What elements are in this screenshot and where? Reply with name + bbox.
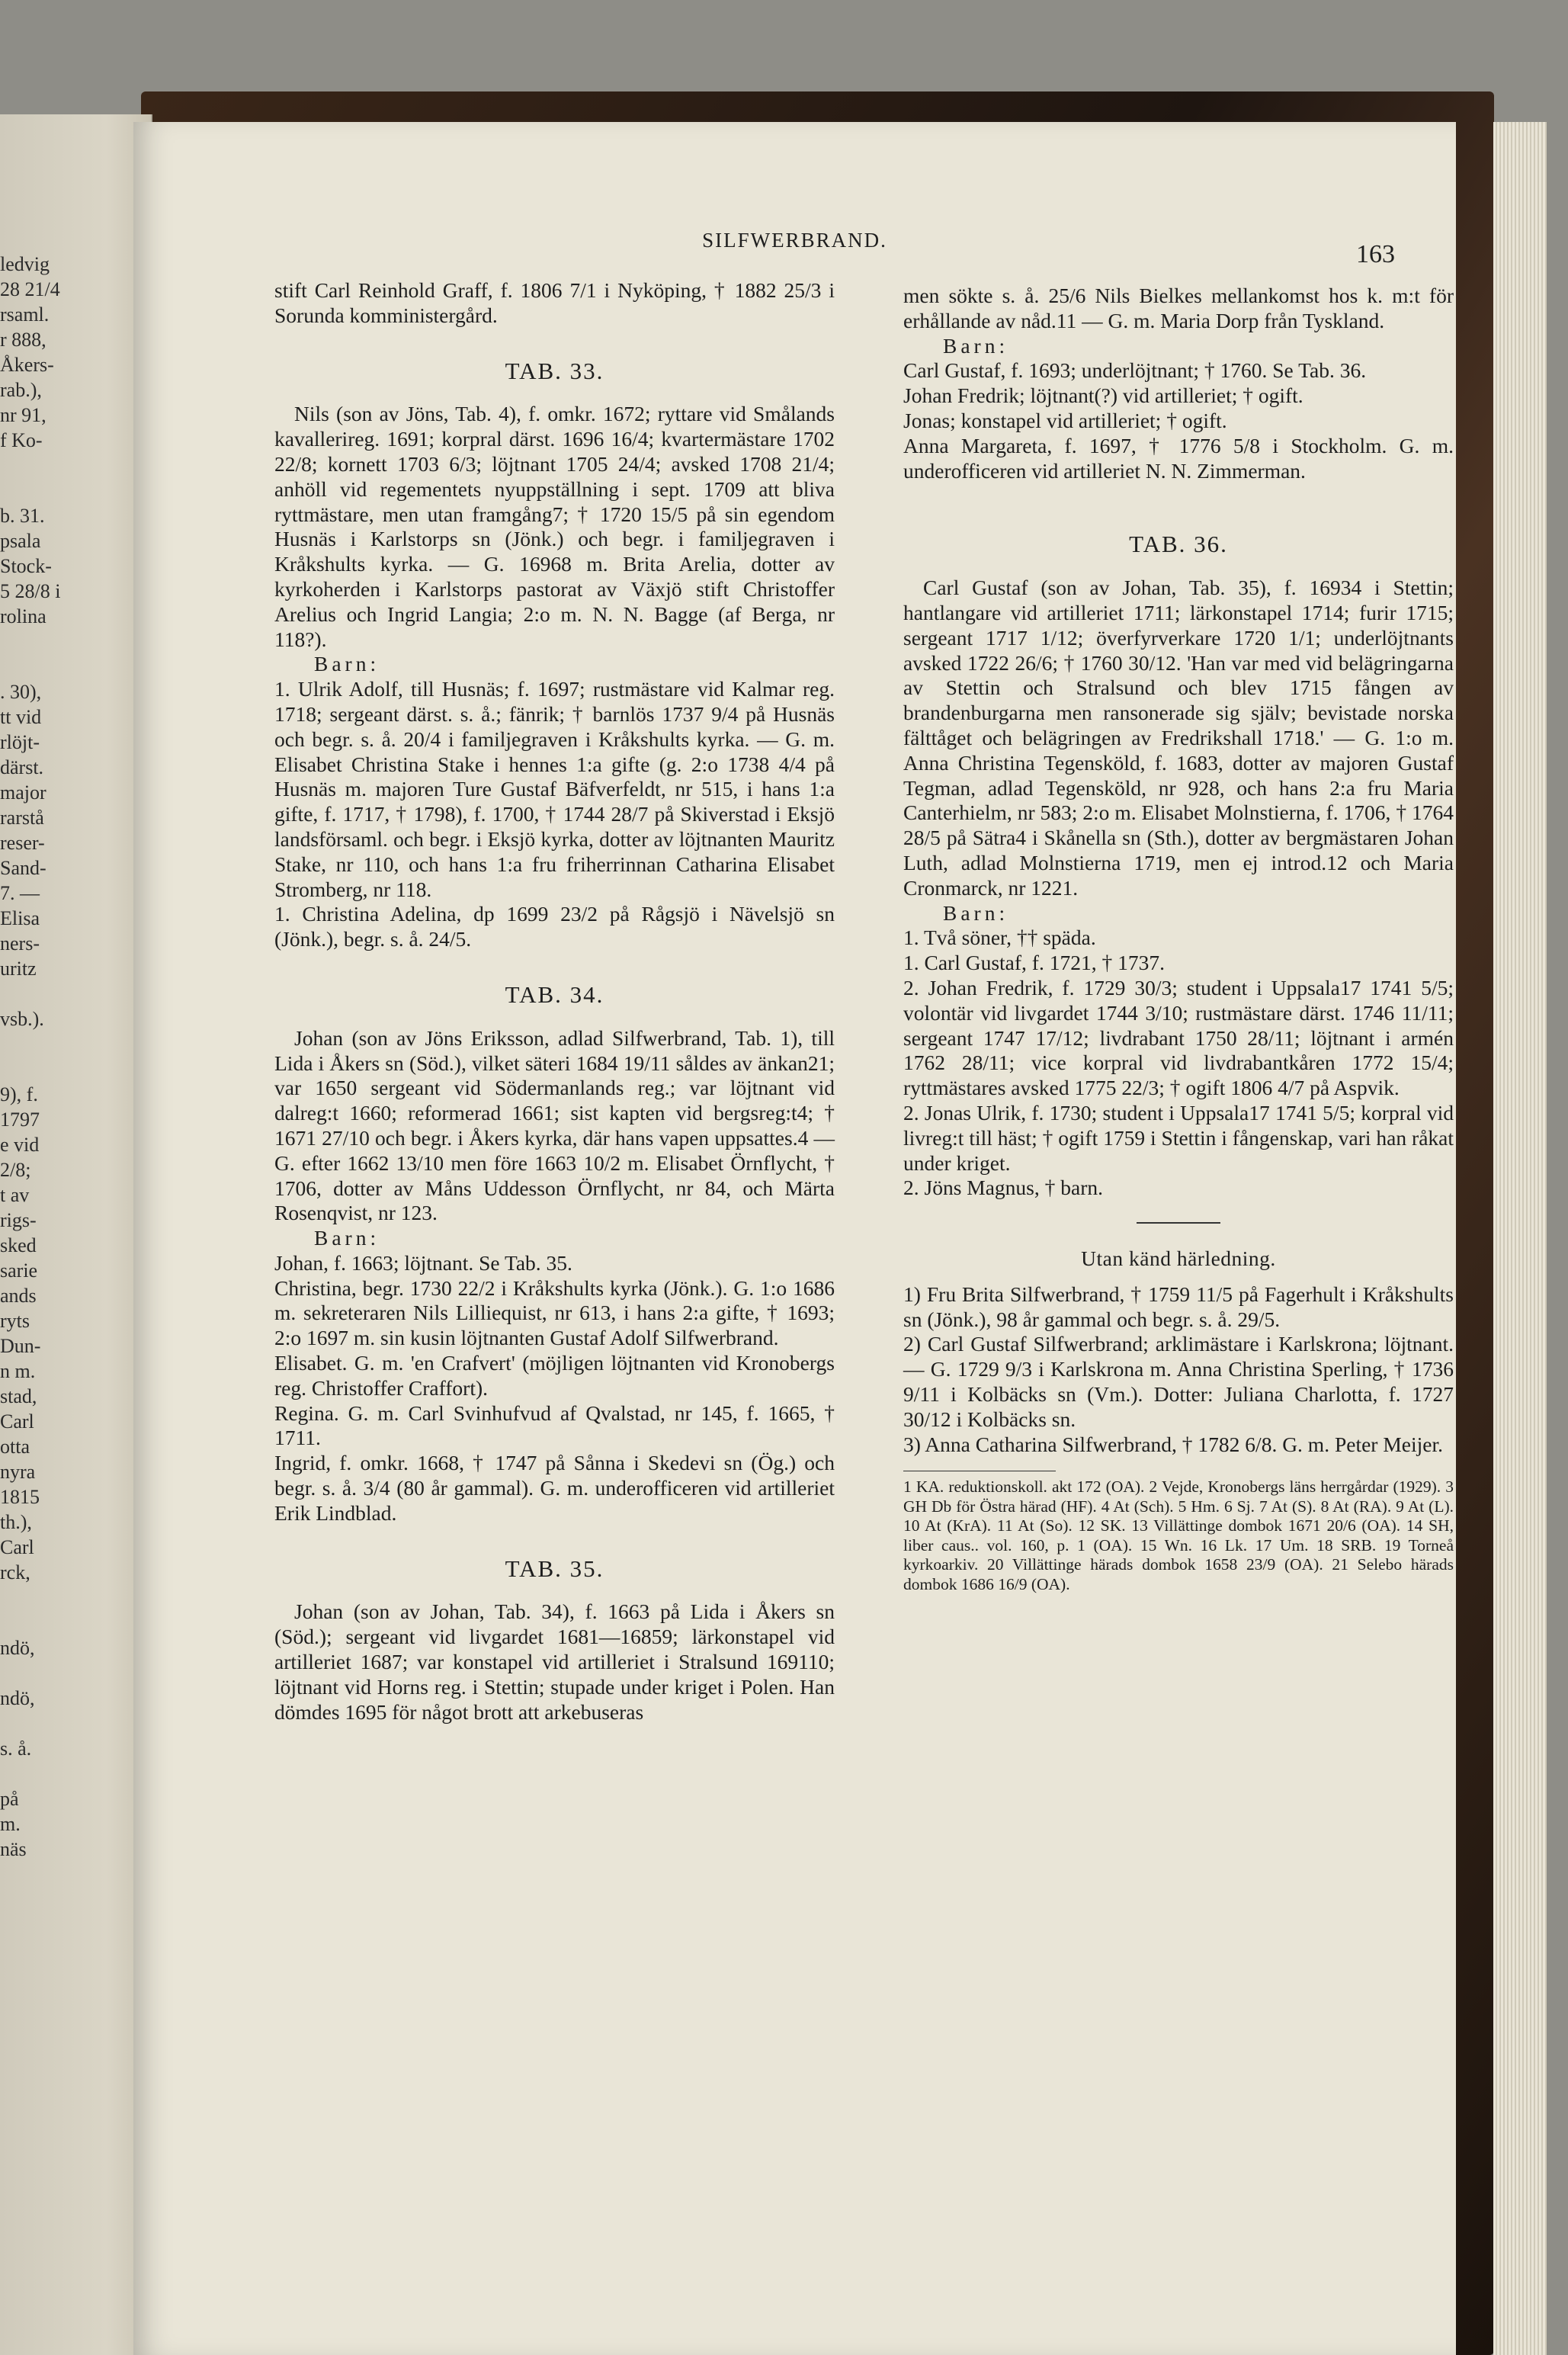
right-column xyxy=(903,284,1454,1594)
left-page-fragment: 7. — xyxy=(0,882,40,904)
left-page-fragment: 9), f. xyxy=(0,1083,38,1105)
left-page-fragment: . 30), xyxy=(0,681,42,703)
tab-34-child: Ingrid, f. omkr. 1668, † 1747 på Sånna i Skedevi sn (Ög.) och begr. s. å. 3/4 (80 år gammal). G. m. underofficeren vid artilleriet Erik Lindblad. xyxy=(274,1451,835,1525)
tab-36-heading: TAB. 36. xyxy=(1129,531,1228,558)
left-page-fragment: rigs- xyxy=(0,1209,37,1231)
right-page xyxy=(133,122,1456,2355)
tab-36-child: 2. Jonas Ulrik, f. 1730; student i Uppsala17 1741 5/5; korpral vid livreg:t till häst; † ogift 1759 i Stettin i fångenskap, vari han råkat under kriget. xyxy=(903,1100,1454,1175)
tab-35-child: Anna Margareta, f. 1697, † 1776 5/8 i Stockholm. G. m. underofficeren vid artilleriet N. N. Zimmerman. xyxy=(903,433,1454,483)
left-page-fragment: rsaml. xyxy=(0,303,50,326)
left-page-fragment: näs xyxy=(0,1838,27,1860)
footnotes-text: 1 KA. reduktionskoll. akt 172 (OA). 2 Vejde, Kronobergs läns herrgårdar (1929). 3 GH Db för Östra härad (HF). 4 At (Sch). 5 Hm. 6 Sj. 7 At (S). 8 At (RA). 9 At (L). 10 At (KrA). 11 At (So). 12 SK. 13 Villättinge dombok 1671 20/6 (OA). 14 SH, liber caus.. vol. 160, p. 1 (OA). 15 Wn. 16 Lk. 17 Um. 18 SRB. 19 Torneå kyrkoarkiv. 20 Villättinge härads dombok 1658 23/9 (OA). 21 Selebo härads dombok 1686 16/9 (OA). xyxy=(903,1477,1454,1593)
left-page-fragment: m. xyxy=(0,1813,21,1835)
left-page-fragment: Åkers- xyxy=(0,354,54,376)
unknown-origin-item: 2) Carl Gustaf Silfwerbrand; arklimästare i Karlskrona; löjtnant. — G. 1729 9/3 i Karlskrona m. Anna Christina Sperling, † 1736 9/11 i Kolbäcks sn (Vm.). Dotter: Juliana Charlotta, f. 1727 30/12 i Kolbäcks sn. xyxy=(903,1332,1454,1431)
left-page-fragment: Dun- xyxy=(0,1335,41,1357)
left-page-fragment: s. å. xyxy=(0,1737,32,1760)
tab-35-child: Carl Gustaf, f. 1693; underlöjtnant; † 1760. Se Tab. 36. xyxy=(903,358,1367,383)
tab-34-barn-label: Barn: xyxy=(314,1226,380,1250)
left-page-fragment xyxy=(0,1032,152,1057)
footnotes xyxy=(903,1471,1454,1594)
tab-34-child: Regina. G. m. Carl Svinhufvud af Qvalstad, nr 145, f. 1665, † 1711. xyxy=(274,1400,835,1450)
left-page-fragment: psala xyxy=(0,530,41,552)
left-page-fragment xyxy=(0,981,152,1006)
tab-35-child: Johan Fredrik; löjtnant(?) vid artilleriet; † ogift. xyxy=(903,383,1303,408)
left-page-fragment: e vid xyxy=(0,1134,40,1156)
left-page-fragment: Sand- xyxy=(0,857,46,879)
tab-36-child: 1. Två söner, †† späda. xyxy=(903,926,1096,950)
left-page-fragment xyxy=(0,654,152,679)
left-page-fragment: major xyxy=(0,781,46,804)
left-page xyxy=(0,114,152,2355)
left-page-fragment: rarstå xyxy=(0,807,44,829)
left-page-fragment: 2/8; xyxy=(0,1159,31,1181)
left-page-fragment: r 888, xyxy=(0,329,46,351)
section-divider xyxy=(1137,1222,1220,1224)
left-page-fragment: reser- xyxy=(0,832,45,854)
left-page-fragment: tt vid xyxy=(0,706,42,728)
tab-34-child: Johan, f. 1663; löjtnant. Se Tab. 35. xyxy=(274,1250,572,1275)
tab-36-child: 2. Johan Fredrik, f. 1729 30/3; student i Uppsala17 1741 5/5; volontär vid livgardet 1744 3/10; rustmästare därst. 1746 11/11; sergeant 1747 17/12; livdrabant 1750 28/11; löjtnant i armén 1762 28/11; vice korpral vid livdrabantkåren 1772 15/4; ryttmästares avsked 1775 22/3; † ogift 1806 4/7 på Aspvik. xyxy=(903,975,1454,1100)
tab-34-heading: TAB. 34. xyxy=(505,980,604,1008)
left-page-fragment xyxy=(0,478,152,503)
left-page-fragment: Stock- xyxy=(0,555,52,577)
left-page-fragment xyxy=(0,629,152,654)
left-column xyxy=(274,278,835,1725)
left-page-fragment: rck, xyxy=(0,1561,30,1583)
tab-33-child: 1. Christina Adelina, dp 1699 23/2 på Rågsjö i Nävelsjö sn (Jönk.), begr. s. å. 24/5. xyxy=(274,902,835,951)
left-page-fragment: Elisa xyxy=(0,907,40,929)
left-page-fragment: 28 21/4 xyxy=(0,278,60,300)
tab-33-text: Nils (son av Jöns, Tab. 4), f. omkr. 1672; ryttare vid Smålands kavallerireg. 1691; korpral därst. 1696 16/4; kvartermästare 1702 22/8; kornett 1703 6/3; löjtnant 1705 24/4; avsked 1708 21/4; anhöll vid regementets nyuppställning i sept. 1709 att bliva ryttmästare, men utan framgång7; † 1720 15/5 på sin egendom Husnäs i Karlstorps sn (Jönk.) och begr. i familjegraven i Kråkshults kyrka. — G. 16968 m. Brita Arelia, dotter av kyrkoherden i Karlstorps pastorat av Växjö stift Christoffer Arelius och Ingrid Langia; 2:o m. N. N. Bagge (af Berga, nr 118?). xyxy=(274,402,835,651)
tab-34-child: Christina, begr. 1730 22/2 i Kråkshults kyrka (Jönk.). G. 1:o 1686 m. sekreteraren Nils Lilliequist, nr 613, i hans 2:a gifte, † 1693; 2:o 1697 m. sin kusin löjtnanten Gustaf Adolf Silfwerbrand. xyxy=(274,1275,835,1350)
running-head: SILFWERBRAND. xyxy=(702,229,887,252)
left-page-fragment: otta xyxy=(0,1436,30,1458)
left-page-fragment: ners- xyxy=(0,932,40,955)
page-number: 163 xyxy=(1356,240,1395,268)
page-stack-edge xyxy=(1493,122,1547,2355)
left-page-fragment: th.), xyxy=(0,1511,32,1533)
left-page-fragment: rlöjt- xyxy=(0,731,40,753)
left-page-fragment: nr 91, xyxy=(0,404,46,426)
left-page-fragment xyxy=(0,1711,152,1736)
left-page-fragment: på xyxy=(0,1788,19,1810)
left-page-fragment: nyra xyxy=(0,1461,36,1483)
left-page-fragment: uritz xyxy=(0,958,37,980)
tab-33-heading: TAB. 33. xyxy=(505,357,604,384)
tab-33-barn-label: Barn: xyxy=(314,652,380,676)
left-page-fragment: Carl xyxy=(0,1410,34,1433)
left-page-fragment xyxy=(0,453,152,478)
left-page-fragment: b. 31. xyxy=(0,505,45,527)
left-page-fragment: sarie xyxy=(0,1259,38,1282)
tab-35-heading: TAB. 35. xyxy=(505,1554,604,1582)
unknown-origin-item: 1) Fru Brita Silfwerbrand, † 1759 11/5 på Fagerhult i Kråkshults sn (Jönk.), 98 år gammal och begr. s. å. 29/5. xyxy=(903,1282,1454,1331)
left-page-fragment: sked xyxy=(0,1234,37,1256)
left-page-fragment xyxy=(0,1761,152,1786)
tab-36-child: 1. Carl Gustaf, f. 1721, † 1737. xyxy=(903,951,1165,975)
left-page-fragment: t av xyxy=(0,1184,30,1206)
left-page-fragment: rolina xyxy=(0,605,46,627)
left-page-fragment: n m. xyxy=(0,1360,36,1382)
left-page-fragment: ndö, xyxy=(0,1637,35,1659)
left-page-fragment: ands xyxy=(0,1285,37,1307)
left-page-fragment xyxy=(0,1660,152,1686)
tab-33-child: 1. Ulrik Adolf, till Husnäs; f. 1697; rustmästare vid Kalmar reg. 1718; sergeant därst. s. å.; fänrik; † barnlös 1737 9/4 på Husnäs och begr. s. å. 20/4 i familjegraven i Kråkshults kyrka. — G. m. Elisabet Christina Stake i hennes 1:a gifte (g. 2:o 1738 4/4 på Husnäs m. majoren Ture Gustaf Bäfverfeldt, nr 515, i hans 1:a gifte, f. 1717, † 1798), f. 1700, † 1744 28/7 på Skiverstad i Eksjö landsförsaml. och begr. i Eksjö kyrka, dotter av löjtnanten Mauritz Stake, nr 110, och hans 1:a fru friherrinnan Catharina Elisabet Stromberg, nr 118. xyxy=(274,677,835,901)
left-page-fragment: 1797 xyxy=(0,1109,40,1131)
tab-34-text: Johan (son av Jöns Eriksson, adlad Silfwerbrand, Tab. 1), till Lida i Åkers sn (Söd.), vilket säteri 1684 19/11 såldes av änkan21; var 1650 sergeant vid Södermanlands reg.; var löjtnant vid dalreg:t 1660; reformerad 1661; sist kapten vid bergsreg:t4; † 1671 27/10 och begr. i Åkers kyrka, där hans vapen uppsattes.4 — G. efter 1662 13/10 men före 1663 10/2 m. Elisabet Örnflycht, † 1706, dotter av Måns Uddesson Örnflycht, nr 84, och Märta Rosenqvist, nr 123. xyxy=(274,1025,835,1225)
left-page-fragment: ledvig xyxy=(0,253,50,275)
left-page-fragment: ndö, xyxy=(0,1687,35,1709)
left-page-fragment: 5 28/8 i xyxy=(0,580,61,602)
left-page-fragment xyxy=(0,1610,152,1635)
left-page-fragment: Carl xyxy=(0,1536,34,1558)
tab-36-child: 2. Jöns Magnus, † barn. xyxy=(903,1176,1104,1200)
left-page-fragment: därst. xyxy=(0,756,44,778)
left-page-fragment: ryts xyxy=(0,1310,30,1332)
tab-35-text: Johan (son av Johan, Tab. 34), f. 1663 på Lida i Åkers sn (Söd.); sergeant vid livgardet 1681—16859; lärkonstapel vid artilleriet 1687; var konstapel vid artilleriet i Stralsund 169110; löjtnant vid Horns reg. i Stettin; stupade under kriget i Polen. Han dömdes 1695 för något brott att arkebuseras xyxy=(274,1599,835,1724)
left-page-fragment xyxy=(0,1057,152,1082)
left-page-fragment: vsb.). xyxy=(0,1008,44,1030)
left-page-fragment: rab.), xyxy=(0,379,42,401)
left-page-fragment: f Ko- xyxy=(0,429,43,451)
tab-35-barn-label: Barn: xyxy=(943,333,1009,358)
tab-34-child: Elisabet. G. m. 'en Crafvert' (möjligen löjtnanten vid Kronobergs reg. Christoffer Craffort). xyxy=(274,1351,835,1400)
tab-36-text: Carl Gustaf (son av Johan, Tab. 35), f. 16934 i Stettin; hantlangare vid artilleriet 1711; lärkonstapel 1714; furir 1715; sergeant 1717 1/12; överfyrverkare 1720 1/1; underlöjtnants avsked 1722 26/6; † 1760 30/12. 'Han var med vid belägringarna av Stettin och Stralsund och blev 1715 fången av brandenburgarna men ransonerade sig själv; bevistade norska fälttåget och belägringen av Fredrikshall 1718.' — G. 1:o m. Anna Christina Tegensköld, f. 1683, dotter av majoren Gustaf Tegman, adlad Tegensköld, nr 928, och hans 2:a fru Maria Canterhielm, nr 583; 2:o m. Elisabet Molnstierna, f. 1706, † 1764 28/5 på Sätra4 i Skånella sn (Sth.), dotter av bergmästaren Johan Luth, adlad Molnstierna 1719, men ej introd.12 och Maria Cronmarck, nr 1221. xyxy=(903,576,1454,900)
unknown-origin-heading: Utan känd härledning. xyxy=(1081,1246,1276,1271)
intro-paragraph: stift Carl Reinhold Graff, f. 1806 7/1 i Nyköping, † 1882 25/3 i Sorunda komministergård. xyxy=(274,278,835,327)
continued-paragraph: men sökte s. å. 25/6 Nils Bielkes mellankomst hos k. m:t för erhållande av nåd.11 — G. m. Maria Dorp från Tyskland. xyxy=(903,284,1454,332)
left-page-text-fragments xyxy=(0,252,152,1862)
tab-35-child: Jonas; konstapel vid artilleriet; † ogift. xyxy=(903,408,1227,432)
left-page-fragment xyxy=(0,1585,152,1610)
left-page-fragment: 1815 xyxy=(0,1486,40,1508)
left-page-fragment: stad, xyxy=(0,1385,37,1407)
tab-36-barn-label: Barn: xyxy=(943,900,1009,925)
unknown-origin-item: 3) Anna Catharina Silfwerbrand, † 1782 6/8. G. m. Peter Meijer. xyxy=(903,1432,1443,1456)
